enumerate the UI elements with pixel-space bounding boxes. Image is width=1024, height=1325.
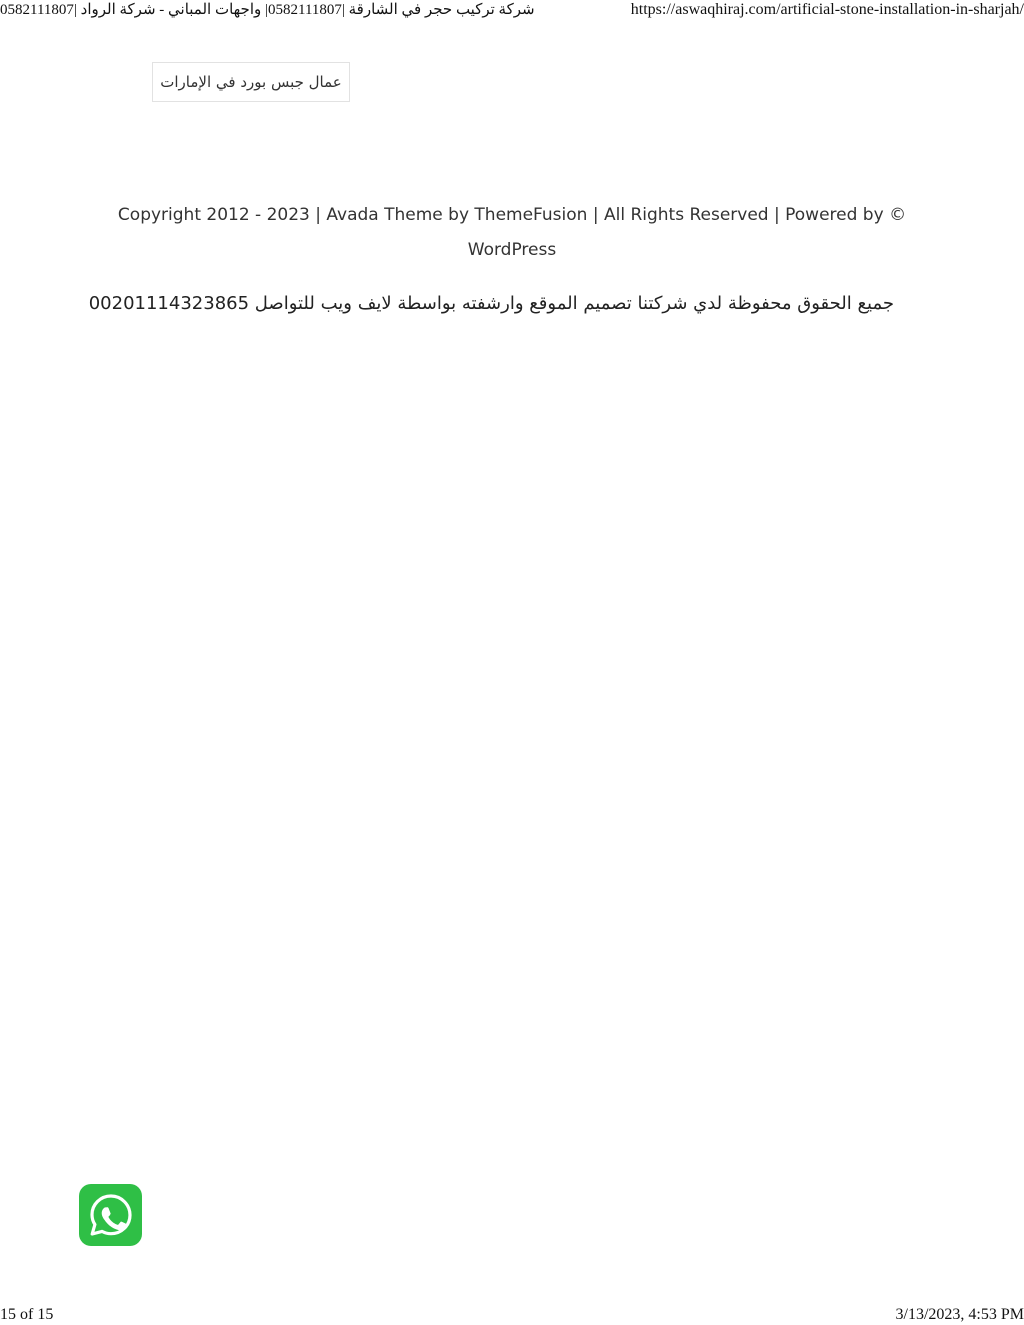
wordpress-link[interactable]: WordPress	[467, 240, 557, 260]
whatsapp-icon	[87, 1191, 135, 1239]
whatsapp-button[interactable]	[79, 1184, 142, 1246]
tag-link-gypsum-board[interactable]: عمال جبس بورد في الإمارات	[152, 62, 350, 102]
print-header-title: شركة تركيب حجر في الشارقة |0582111807| واجهات المباني - شركة الرواد |0582111807	[0, 2, 535, 18]
copyright-text	[112, 198, 912, 268]
print-footer-datetime: 3/13/2023, 4:53 PM	[895, 1306, 1024, 1323]
print-header-url: https://aswaqhiraj.com/artificial-stone-installation-in-sharjah/	[630, 1, 1024, 18]
copyright-statement: Copyright 2012 - 2023 | Avada Theme by ThemeFusion | All Rights Reserved | Powered by ©	[117, 205, 907, 225]
print-footer-page-number: 15 of 15	[0, 1306, 54, 1323]
rights-reserved-arabic: جميع الحقوق محفوظة لدي شركتنا تصميم الموقع وارشفته بواسطة لايف ويب للتواصل 00201114323865	[88, 293, 894, 314]
